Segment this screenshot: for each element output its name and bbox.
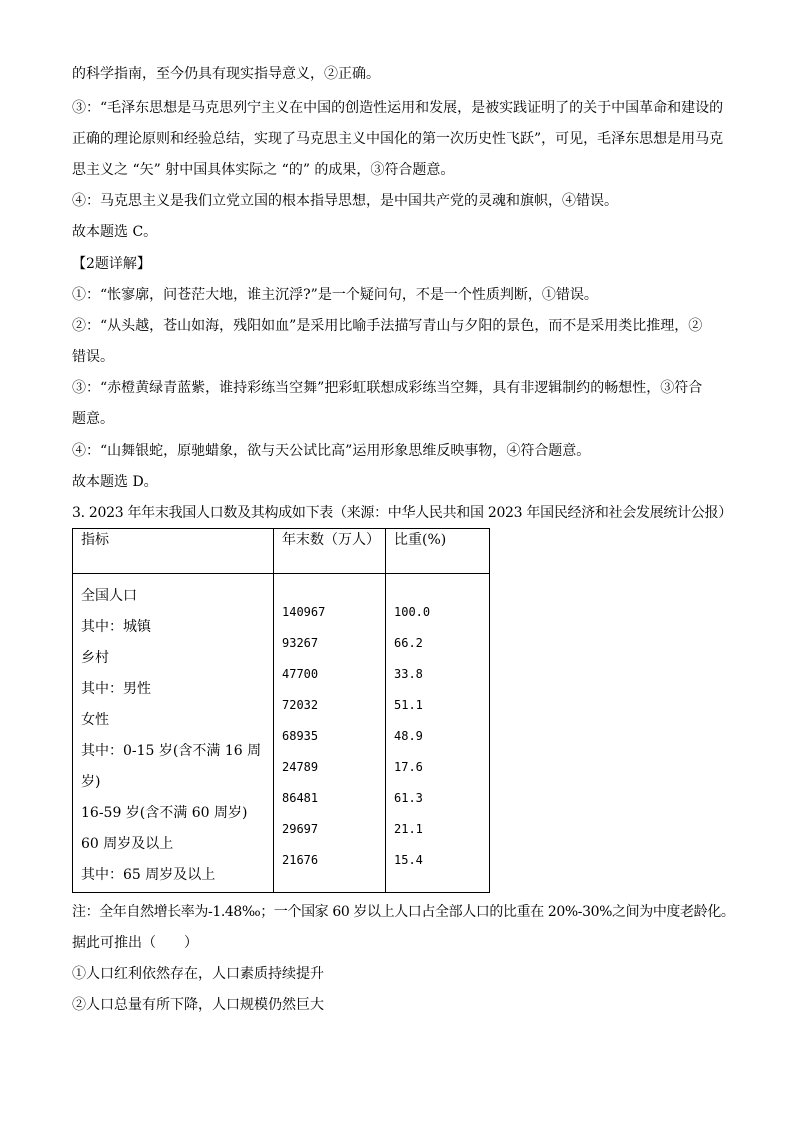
table-cell: 其中：0-15 岁(含不满 16 周: [81, 743, 262, 759]
table-cell: 47700: [282, 667, 319, 681]
table-header-row: [73, 529, 490, 574]
table-cell: 全国人口: [81, 588, 137, 604]
table-cell: 68935: [282, 729, 319, 743]
table-cell: 51.1: [394, 698, 423, 712]
table-cell: 140967: [282, 605, 326, 619]
paragraph-line: ③：“毛泽东思想是马克思列宁主义在中国的创造性运用和发展，是被实践证明了的关于中国革命和建设的: [72, 100, 724, 116]
table-cell: 岁): [81, 774, 101, 790]
paragraph-line: ④：马克思主义是我们立党立国的根本指导思想，是中国共产党的灵魂和旗帜，④错误。: [72, 193, 618, 209]
answer-option: ①人口红利依然存在，人口素质持续提升: [72, 966, 324, 982]
population-table: [72, 528, 490, 893]
section-heading: 【2题详解】: [72, 256, 151, 272]
table-body-row: [73, 574, 490, 893]
table-cell: 其中：65 周岁及以上: [81, 867, 216, 883]
table-cell: 21.1: [394, 822, 423, 836]
indicator-column: [73, 574, 274, 893]
table-cell: 17.6: [394, 760, 423, 774]
table-header-share: 比重(%): [386, 529, 490, 574]
table-cell: 60 周岁及以上: [81, 836, 174, 852]
answer-option: ②人口总量有所下降，人口规模仍然巨大: [72, 997, 324, 1013]
table-cell: 其中：城镇: [81, 619, 151, 635]
paragraph-line: ②：“从头越，苍山如海，残阳如血”是采用比喻手法描写青山与夕阳的景色，而不是采用类比推理，②: [72, 318, 703, 334]
table-cell: 48.9: [394, 729, 423, 743]
paragraph-line: ③：“赤橙黄绿青蓝紫，谁持彩练当空舞”把彩虹联想成彩练当空舞，具有非逻辑制约的畅想性，③符合: [72, 380, 703, 396]
table-cell: 29697: [282, 822, 319, 836]
paragraph-line: 题意。: [72, 411, 114, 427]
paragraph-line: 错误。: [72, 349, 114, 365]
paragraph-line: 思主义之 “矢” 射中国具体实际之 “的” 的成果，③符合题意。: [72, 162, 455, 178]
table-header-indicator: 指标: [73, 529, 274, 574]
paragraph-line: 故本题选 D。: [72, 474, 158, 490]
paragraph-line: 正确的理论原则和经验总结，实现了马克思主义中国化的第一次历史性飞跃”，可见，毛泽东思想是用马克: [72, 131, 724, 147]
table-cell: 15.4: [394, 853, 423, 867]
table-cell: 女性: [81, 712, 109, 728]
table-cell: 86481: [282, 791, 319, 805]
table-cell: 21676: [282, 853, 319, 867]
question-prompt: 据此可推出（ ）: [72, 935, 198, 951]
count-column: [274, 574, 386, 893]
table-cell: 24789: [282, 760, 319, 774]
paragraph-line: 的科学指南，至今仍具有现实指导意义，②正确。: [72, 66, 380, 82]
table-cell: 33.8: [394, 667, 423, 681]
paragraph-line: 故本题选 C。: [72, 224, 158, 240]
table-cell: 其中：男性: [81, 681, 151, 697]
table-cell: 66.2: [394, 636, 423, 650]
share-column: [386, 574, 490, 893]
table-header-count: 年末数（万人）: [274, 529, 386, 574]
table-cell: 72032: [282, 698, 319, 712]
table-cell: 100.0: [394, 605, 431, 619]
table-cell: 61.3: [394, 791, 423, 805]
table-cell: 93267: [282, 636, 319, 650]
paragraph-line: ④：“山舞银蛇，原驰蜡象，欲与天公试比高”运用形象思维反映事物，④符合题意。: [72, 443, 591, 459]
table-cell: 乡村: [81, 650, 109, 666]
table-cell: 16-59 岁(含不满 60 周岁): [81, 805, 248, 821]
table-note: 注：全年自然增长率为-1.48‰；一个国家 60 岁以上人口占全部人口的比重在 20%-30%之间为中度老龄化。: [72, 904, 735, 920]
paragraph-line: ①：“怅寥廓，问苍茫大地，谁主沉浮?”是一个疑问句，不是一个性质判断，①错误。: [72, 287, 598, 303]
question-stem: 3. 2023 年年末我国人口数及其构成如下表（来源：中华人民共和国 2023 年国民经济和社会发展统计公报）: [72, 505, 732, 521]
